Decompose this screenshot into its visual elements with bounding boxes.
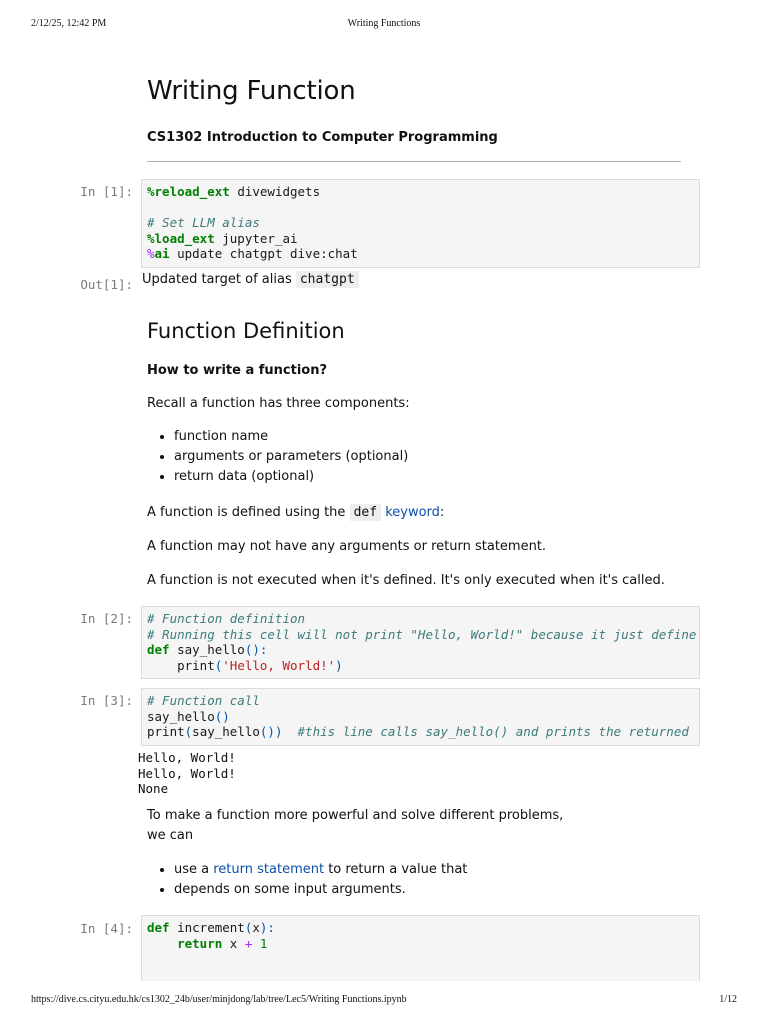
code-comment: #this line calls say_hello() and prints the returned xyxy=(282,724,689,739)
inline-code: chatgpt xyxy=(296,271,359,288)
def-text: A function is defined using the xyxy=(147,505,350,520)
title-divider xyxy=(147,161,681,162)
punctuation: ()) xyxy=(259,724,283,739)
def-keyword: def xyxy=(147,920,170,935)
code-line xyxy=(147,215,699,231)
function-name: increment xyxy=(169,920,245,935)
stream-output: Hello, World! Hello, World! None xyxy=(138,750,236,796)
function-name: say_hello xyxy=(169,642,245,657)
return-list xyxy=(147,860,467,900)
list-text: use a xyxy=(174,862,214,877)
powerful-line-1: To make a function more powerful and solve different problems, xyxy=(147,808,564,823)
components-list xyxy=(147,427,408,487)
code-line xyxy=(147,246,699,262)
question-heading: How to write a function? xyxy=(147,363,328,378)
inline-code: def xyxy=(350,504,381,521)
code-cell-1[interactable] xyxy=(141,179,700,268)
code-comment: # Set LLM alias xyxy=(147,215,260,230)
string-literal: 'Hello, World!' xyxy=(222,657,336,673)
code-line xyxy=(147,658,699,674)
indent xyxy=(147,936,177,951)
punctuation: ( xyxy=(244,920,253,935)
code-line xyxy=(147,231,699,247)
list-item: • function name xyxy=(174,427,408,447)
not-executed-paragraph: A function is not executed when it's defined. It's only executed when it's called. xyxy=(147,573,665,588)
magic-keyword: %load_ext xyxy=(147,230,215,246)
number-literal: 1 xyxy=(252,935,268,951)
print-url: https://dive.cs.cityu.edu.hk/cs1302_24b/user/minjdong/lab/tree/Lec5/Writing Functions.ipynb xyxy=(31,994,407,1005)
operator: + xyxy=(244,935,253,951)
output-1 xyxy=(142,272,359,287)
function-call: say_hello xyxy=(192,724,260,739)
code-line xyxy=(147,184,699,200)
punctuation: (): xyxy=(244,642,268,657)
code-text: update chatgpt dive:chat xyxy=(169,246,358,261)
notebook-subtitle: CS1302 Introduction to Computer Programming xyxy=(147,130,498,145)
code-comment: # Running this cell will not print "Hello, World!" because it just define xyxy=(147,626,697,642)
punctuation: ) xyxy=(335,657,343,673)
code-line xyxy=(147,611,699,627)
list-item: • return data (optional) xyxy=(174,467,408,487)
code-cell-3[interactable] xyxy=(141,688,700,746)
code-line xyxy=(147,709,699,725)
list-text: to return a value that xyxy=(324,862,468,877)
magic-percent: % xyxy=(147,246,155,261)
code-comment: # Function call xyxy=(147,693,260,708)
code-cell-2[interactable] xyxy=(141,606,700,679)
list-item: • depends on some input arguments. xyxy=(174,880,467,900)
print-call: print xyxy=(147,724,185,739)
section-heading: Function Definition xyxy=(147,319,345,343)
code-line xyxy=(147,693,699,709)
list-item xyxy=(174,860,467,880)
code-text: jupyter_ai xyxy=(214,230,298,246)
punctuation: ): xyxy=(259,920,275,935)
code-comment: # Function definition xyxy=(147,611,306,626)
recall-paragraph: Recall a function has three components: xyxy=(147,396,410,411)
return-statement-link[interactable]: return statement xyxy=(213,862,325,877)
return-keyword: return xyxy=(177,935,223,951)
notebook-title: Writing Function xyxy=(147,76,356,106)
function-call: say_hello xyxy=(147,708,215,724)
code-line xyxy=(147,642,699,658)
code-line xyxy=(147,724,699,740)
cell-3-prompt: In [3]: xyxy=(80,693,133,708)
code-line xyxy=(147,920,699,936)
code-line xyxy=(147,627,699,643)
print-datetime: 2/12/25, 12:42 PM xyxy=(31,18,107,29)
cell-2-prompt: In [2]: xyxy=(80,611,133,626)
print-call: print xyxy=(147,657,215,673)
def-paragraph xyxy=(147,505,444,520)
argument: x xyxy=(252,920,260,935)
output-text: Updated target of alias xyxy=(142,272,296,287)
powerful-line-2: we can xyxy=(147,828,194,843)
def-keyword: def xyxy=(147,642,170,657)
print-title: Writing Functions xyxy=(347,18,421,29)
def-text-end: : xyxy=(439,505,445,520)
code-line-blank xyxy=(147,200,699,216)
punctuation: () xyxy=(214,708,230,724)
code-cell-4[interactable] xyxy=(141,915,700,981)
magic-keyword: %reload_ext xyxy=(147,184,230,199)
may-not-paragraph: A function may not have any arguments or return statement. xyxy=(147,539,547,554)
variable: x xyxy=(222,935,245,951)
list-item: • arguments or parameters (optional) xyxy=(174,447,408,467)
punctuation: ( xyxy=(184,724,193,739)
code-line xyxy=(147,936,699,952)
keyword-link[interactable]: keyword xyxy=(385,505,440,520)
print-page-number: 1/12 xyxy=(719,994,737,1005)
magic-keyword: ai xyxy=(154,246,170,261)
cell-1-prompt: In [1]: xyxy=(80,184,133,199)
code-text: divewidgets xyxy=(229,184,321,199)
punctuation: ( xyxy=(214,657,223,673)
out-1-prompt: Out[1]: xyxy=(80,277,133,292)
cell-4-prompt: In [4]: xyxy=(80,921,133,936)
